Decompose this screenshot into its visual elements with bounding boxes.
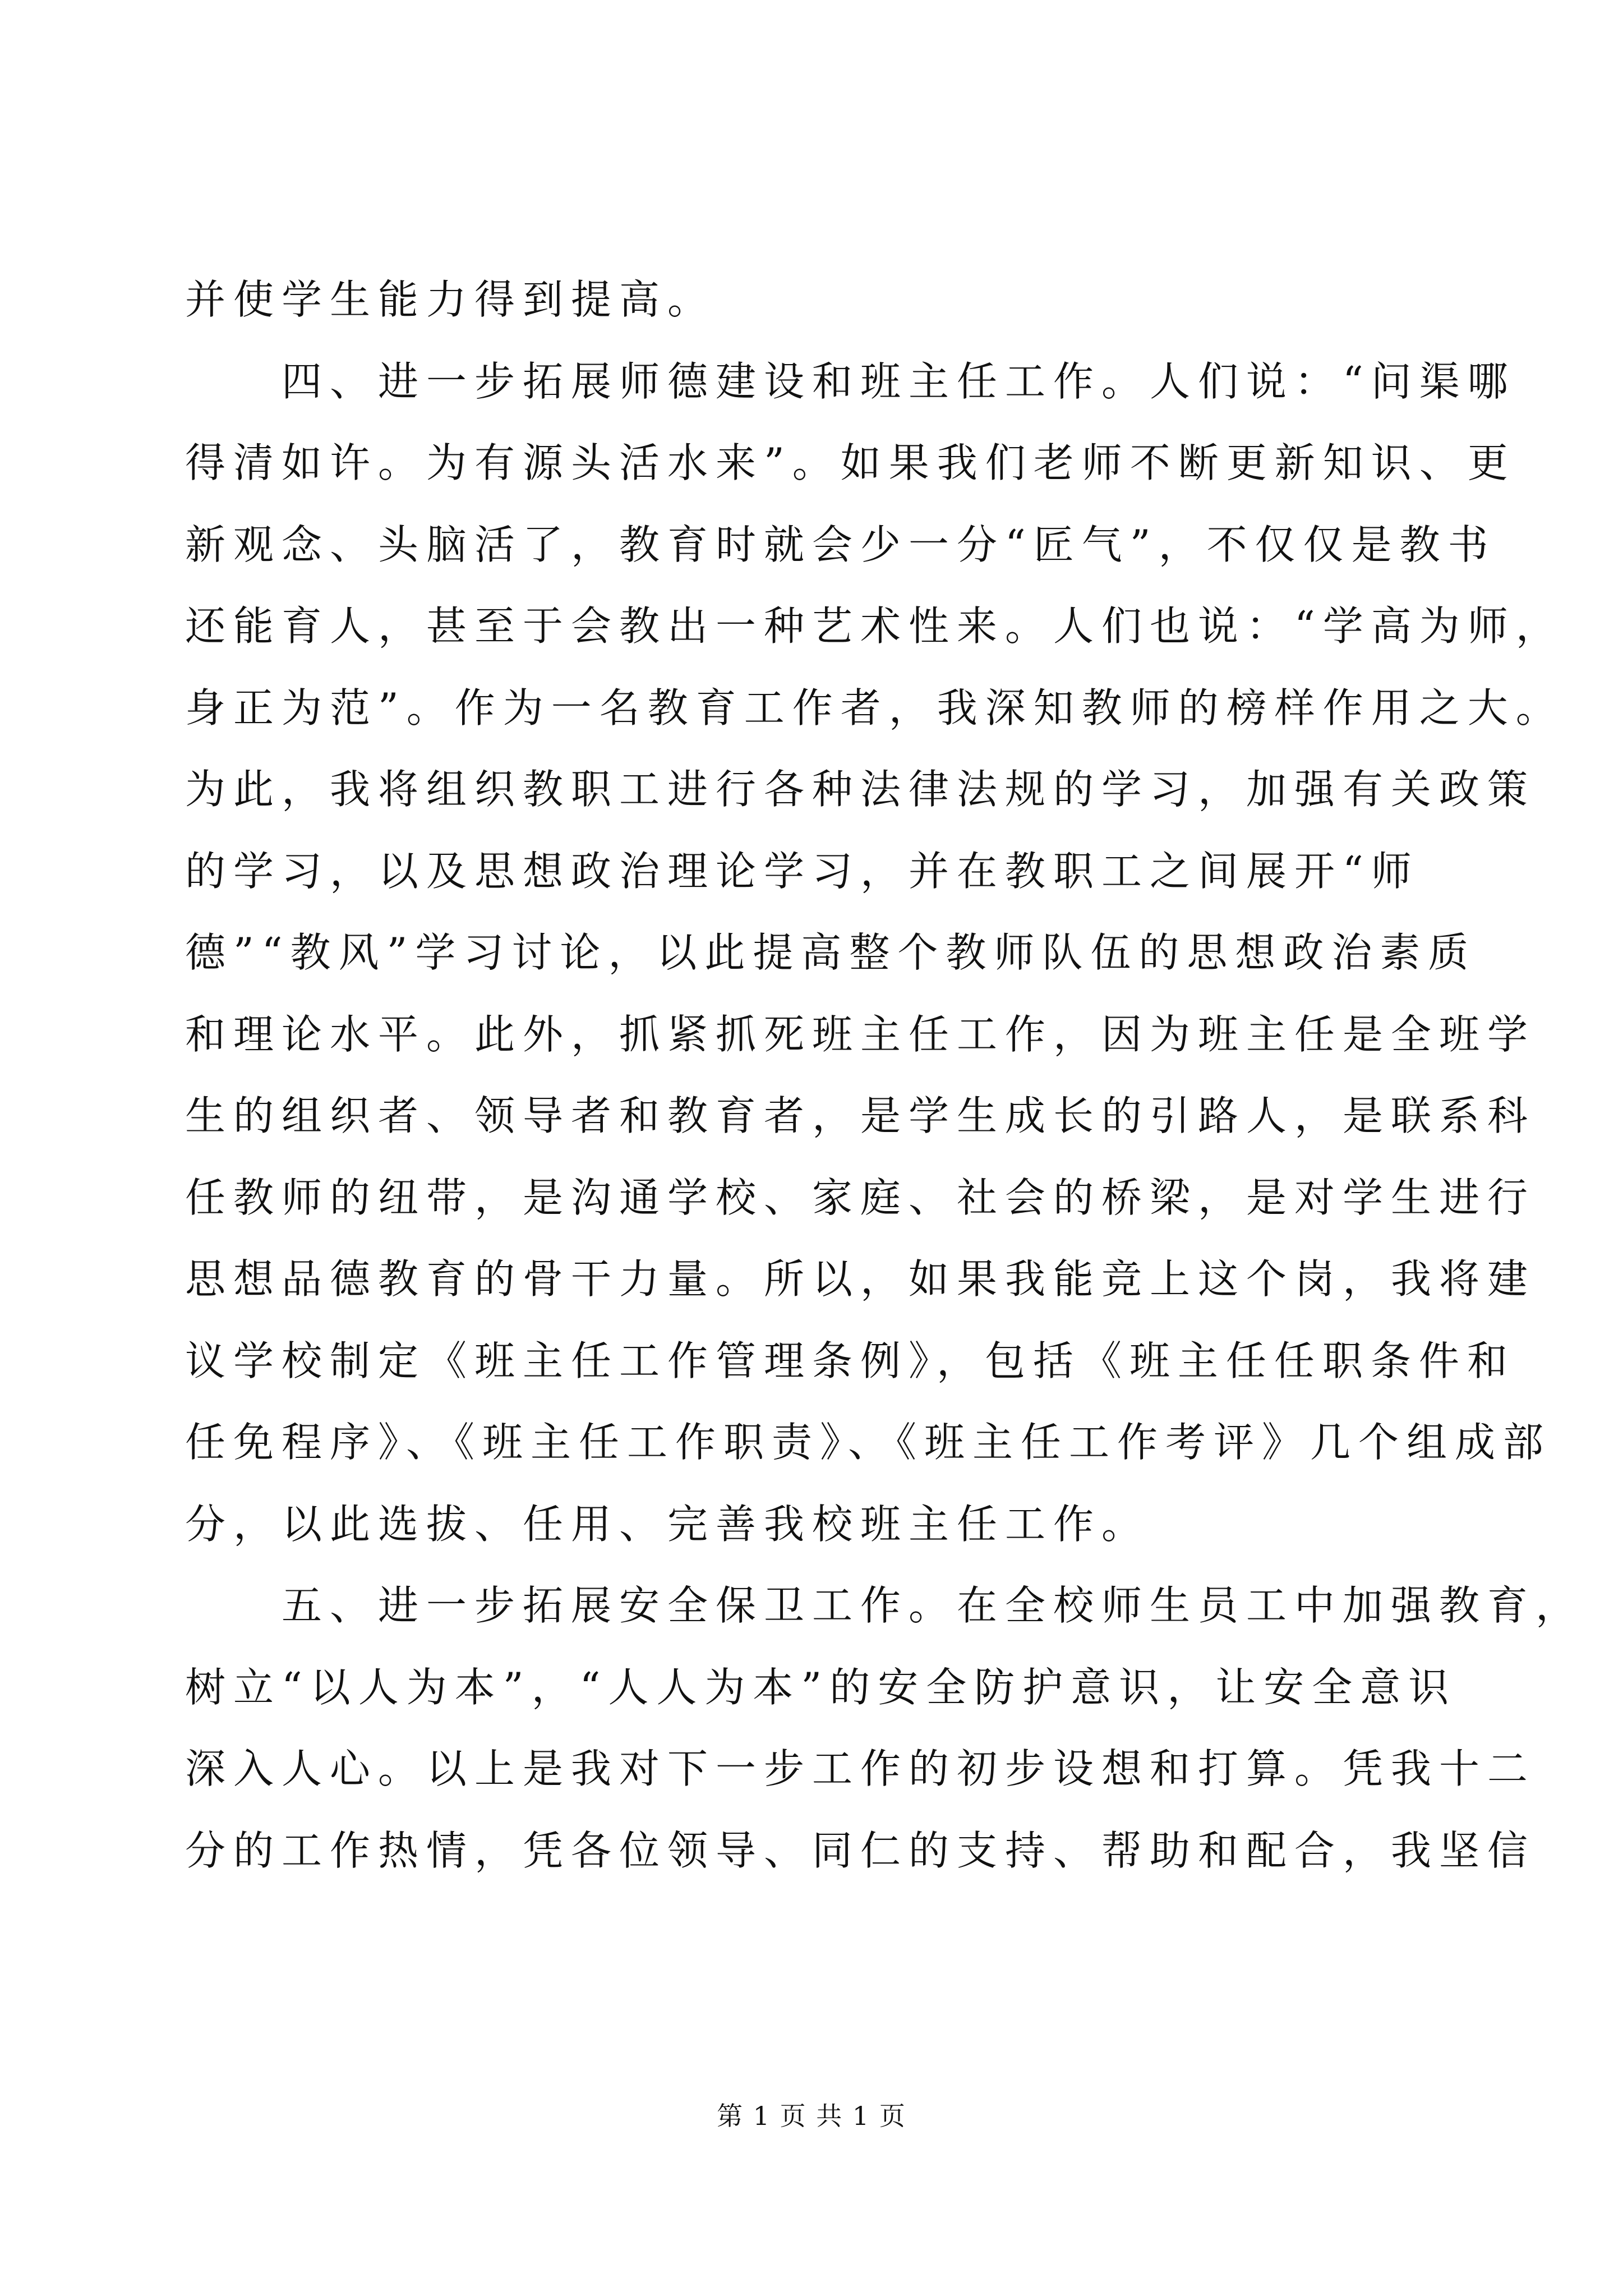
- body-line: 和理论水平。此外，抓紧抓死班主任工作，因为班主任是全班学: [185, 1010, 1536, 1058]
- body-line: 四、进一步拓展师德建设和班主任工作。人们说：“问渠哪: [185, 357, 1516, 405]
- body-line: 思想品德教育的骨干力量。所以，如果我能竞上这个岗，我将建: [185, 1255, 1536, 1303]
- body-line: 德”“教风”学习讨论，以此提高整个教师队伍的思想政治素质: [185, 929, 1477, 976]
- body-line: 新观念、头脑活了，教育时就会少一分“匠气”，不仅仅是教书: [185, 521, 1496, 568]
- body-line: 还能育人，甚至于会教出一种艺术性来。人们也说：“学高为师，: [185, 602, 1564, 650]
- body-line: 深入人心。以上是我对下一步工作的初步设想和打算。凭我十二: [185, 1745, 1536, 1792]
- body-line: 得清如许。为有源头活水来”。如果我们老师不断更新知识、更: [185, 439, 1516, 486]
- body-line: 的学习，以及思想政治理论学习，并在教职工之间展开“师: [185, 847, 1419, 895]
- body-line: 并使学生能力得到提高。: [185, 276, 716, 323]
- body-line: 身正为范”。作为一名教育工作者，我深知教师的榜样作用之大。: [185, 684, 1564, 731]
- body-line: 分，以此选拔、任用、完善我校班主任工作。: [185, 1500, 1150, 1548]
- document-body: [185, 259, 1584, 1892]
- page-number-footer: 第 1 页 共 1 页: [717, 2101, 906, 2131]
- body-line: 议学校制定《班主任工作管理条例》，包括《班主任任职条件和: [185, 1337, 1516, 1384]
- body-line: 五、进一步拓展安全保卫工作。在全校师生员工中加强教育，: [185, 1582, 1584, 1629]
- body-line: 任教师的纽带，是沟通学校、家庭、社会的桥梁，是对学生进行: [185, 1174, 1536, 1221]
- body-line: 分的工作热情，凭各位领导、同仁的支持、帮助和配合，我坚信: [185, 1826, 1536, 1874]
- body-line: 树立“以人为本”，“人人为本”的安全防护意识，让安全意识: [185, 1663, 1457, 1711]
- body-line: 为此，我将组织教职工进行各种法律法规的学习，加强有关政策: [185, 766, 1536, 813]
- body-line: 任免程序》、《班主任工作职责》、《班主任工作考评》几个组成部: [185, 1419, 1552, 1466]
- body-line: 生的组织者、领导者和教育者，是学生成长的引路人，是联系科: [185, 1092, 1536, 1139]
